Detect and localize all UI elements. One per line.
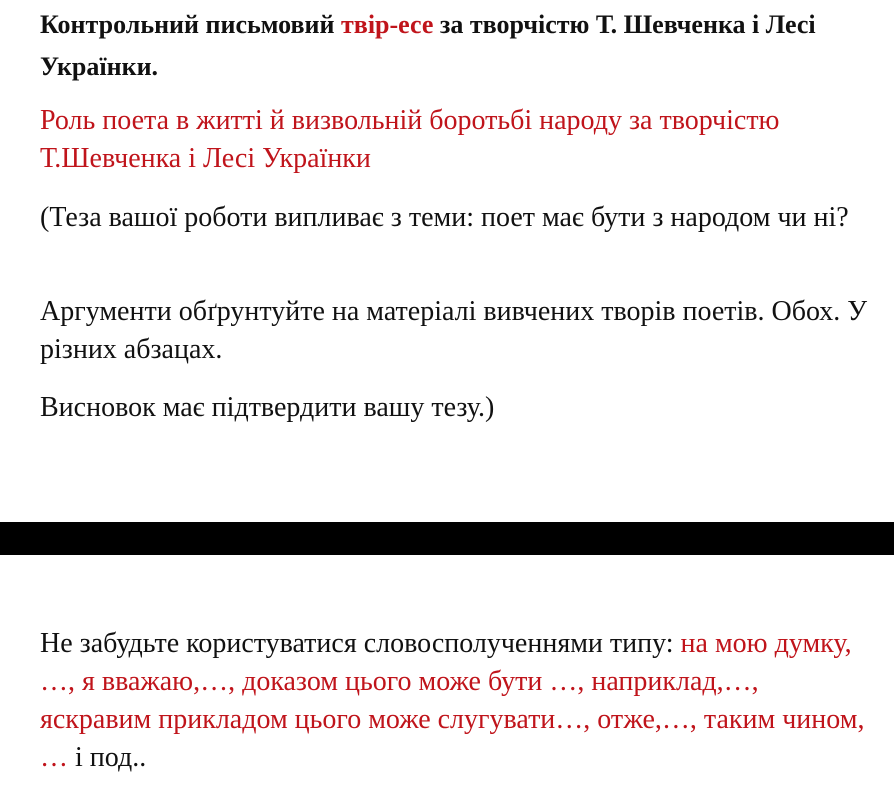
- phrases-list: на мою думку, …, я вважаю,…, доказом цього може бути …, наприклад,…, яскравим прикладом цього може слугувати…, отже,…, таким чином, …: [40, 628, 865, 773]
- phrases-intro: Не забудьте користуватися словосполученнями типу:: [40, 628, 681, 659]
- title-highlight: твір-есе: [341, 10, 434, 39]
- essay-topic: Роль поета в житті й визвольній боротьбі народу за творчістю Т.Шевченка і Лесі Українки: [40, 105, 780, 174]
- instruction-conclusion: Висновок має підтвердити вашу тезу.): [40, 392, 495, 423]
- instruction-thesis: (Теза вашої роботи випливає з теми: поет має бути з народом чи ні?: [40, 202, 849, 233]
- title-part-1: Контрольний письмовий: [40, 10, 341, 39]
- instruction-arguments: Аргументи обґрунтуйте на матеріалі вивчених творів поетів. Обох. У різних абзацах.: [40, 296, 868, 365]
- black-divider-bar: [0, 522, 894, 555]
- document-title: [40, 4, 880, 88]
- phrases-paragraph: [40, 625, 870, 777]
- title-part-2: за творчістю Т. Шевченка і Лесі Українки.: [40, 10, 816, 81]
- phrases-ending: і под..: [75, 742, 147, 773]
